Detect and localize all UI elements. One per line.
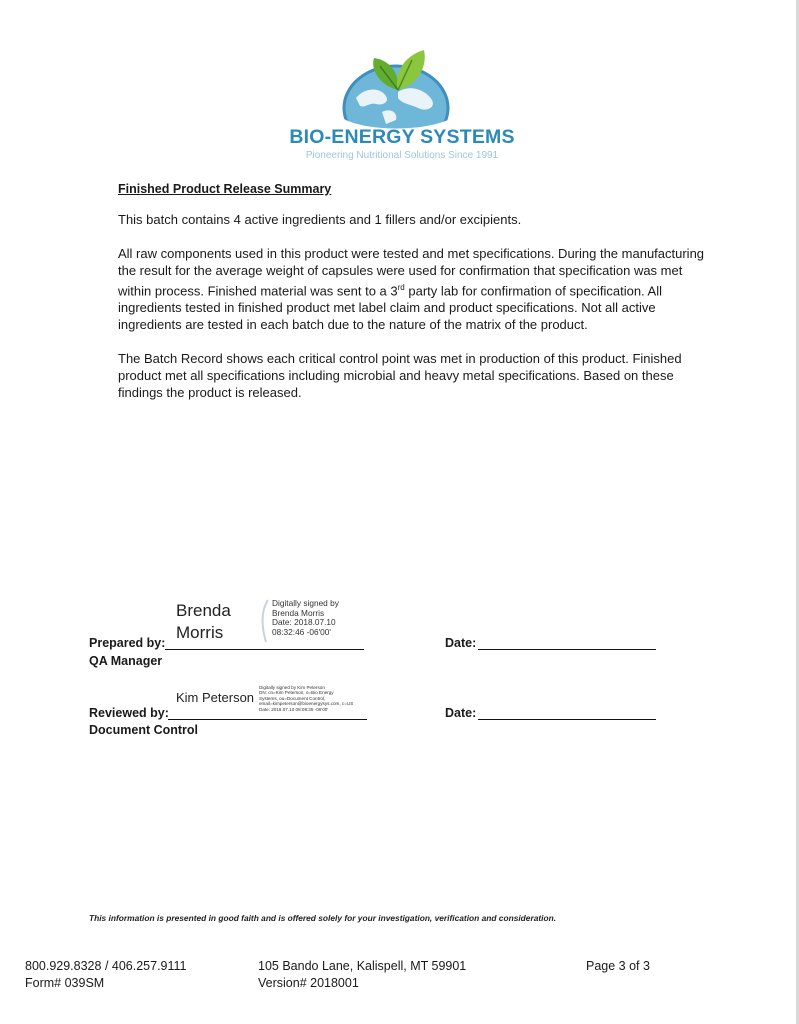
summary-paragraph-3: The Batch Record shows each critical control point was met in production of this product. Finished product met all specifications including microbial and heavy metal specifications. Based on these findings the product is released. <box>118 351 682 401</box>
reviewed-signature[interactable]: Kim Peterson <box>176 690 255 705</box>
footer-contact <box>25 958 187 992</box>
prepared-signature-details <box>272 599 339 637</box>
signature-meta-line: DN: cn=Kim Peterson, o=Bio Energy <box>259 690 334 696</box>
signer-first-name: Brenda <box>176 601 231 620</box>
footer-phone: 800.929.8328 / 406.257.9111 <box>25 959 187 973</box>
globe-with-leaves-icon <box>286 46 518 130</box>
prepared-by-label: Prepared by: <box>89 636 166 650</box>
reviewed-role: Document Control <box>89 723 199 737</box>
paragraph-2-part-2: party lab for confirmation of specification. All ingredients tested in finished product met label claim and product specifications. Not all active ingredients are tested in each batch due to the nature of the matrix of the product. <box>118 283 662 333</box>
reviewed-date-label: Date: <box>445 706 477 720</box>
summary-paragraph-2 <box>118 245 708 333</box>
signature-meta-line: Date: 2018.07.10 08:08:35 -06'00' <box>259 706 329 712</box>
prepared-signature-line <box>165 649 364 650</box>
ordinal-superscript: rd <box>397 283 405 292</box>
signature-meta-line: 08:32:46 -06'00' <box>272 626 331 637</box>
signature-mark-icon <box>258 598 272 644</box>
prepared-signature[interactable] <box>176 600 231 644</box>
signature-meta-line: Digitally signed by Kim Peterson <box>259 685 325 690</box>
logo-tagline: Pioneering Nutritional Solutions Since 1991 <box>305 150 499 161</box>
reviewed-date-line[interactable] <box>478 719 656 720</box>
prepared-date-label: Date: <box>445 636 477 650</box>
prepared-role: QA Manager <box>89 654 163 668</box>
logo-brand-text: BIO-ENERGY SYSTEMS <box>289 126 515 148</box>
company-logo <box>286 46 518 164</box>
paragraph-2-part-1: All raw components used in this product were tested and met specifications. During the manufacturing the result for the average weight of capsules were used for confirmation that specification was met within process. Finished material was sent to a 3 <box>118 246 705 299</box>
signature-meta-line: email=kimpeterson@bioenergysys.com, c=US <box>259 701 354 707</box>
signature-meta-line: Date: 2018.07.10 <box>272 617 336 628</box>
reviewed-signature-details <box>259 685 353 712</box>
signer-last-name: Morris <box>176 623 224 642</box>
footer-version: Version# 2018001 <box>258 976 359 990</box>
footer-page-number: Page 3 of 3 <box>586 959 650 973</box>
footer-address-block <box>258 958 466 992</box>
signature-meta-line: Brenda Morris <box>272 607 325 618</box>
summary-paragraph-1: This batch contains 4 active ingredients and 1 fillers and/or excipients. <box>118 212 522 227</box>
footer-form-number: Form# 039SM <box>25 976 105 990</box>
disclaimer: This information is presented in good faith and is offered solely for your investigation, verification and consideration. <box>89 913 557 923</box>
summary-heading: Finished Product Release Summary <box>118 182 332 196</box>
reviewed-by-label: Reviewed by: <box>89 706 169 720</box>
release-summary <box>118 181 708 418</box>
signature-meta-line: Digitally signed by <box>272 598 339 608</box>
signature-meta-line: Systems, ou=Document Control, <box>259 695 326 701</box>
prepared-date-line[interactable] <box>478 649 656 650</box>
reviewed-signature-line <box>168 719 367 720</box>
footer-address: 105 Bando Lane, Kalispell, MT 59901 <box>258 959 467 973</box>
